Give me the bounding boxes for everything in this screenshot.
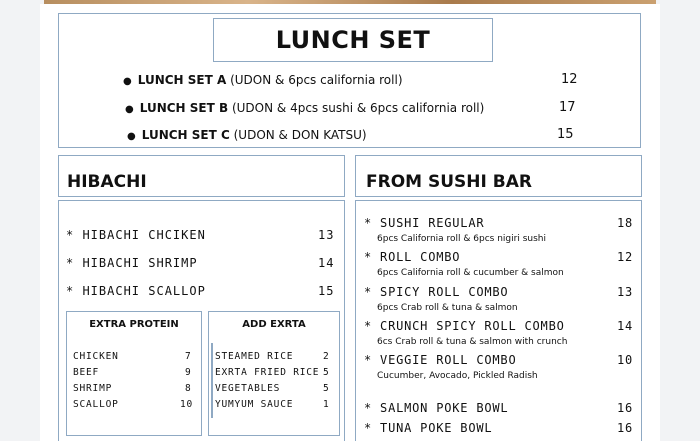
- extra-protein-price: 9: [185, 367, 192, 378]
- sushi-item-name: * SPICY ROLL COMBO: [364, 285, 509, 299]
- sushi-item-price: 18: [617, 216, 634, 230]
- extra-protein-item: CHICKEN: [73, 351, 119, 362]
- add-extra-divider: [211, 343, 213, 418]
- sushi-item-name: * CRUNCH SPICY ROLL COMBO: [364, 319, 565, 333]
- sushi-item-desc: Cucumber, Avocado, Pickled Radish: [377, 371, 538, 381]
- lunch-item-name: LUNCH SET C: [141, 128, 230, 142]
- sushi-item-price: 12: [617, 250, 634, 264]
- sushi-item-name: * TUNA POKE BOWL: [364, 421, 493, 435]
- hibachi-item-price: 13: [318, 228, 335, 242]
- extra-protein-item: SCALLOP: [73, 399, 119, 410]
- add-extra-price: 2: [323, 351, 330, 362]
- lunch-item-a: ● LUNCH SET A (UDON & 6pcs california roll): [123, 73, 403, 87]
- lunch-item-price: 15: [557, 127, 574, 142]
- sushi-item-price: 16: [617, 421, 634, 435]
- add-extra-item: YUMYUM SAUCE: [215, 399, 294, 410]
- sushi-item-name: * VEGGIE ROLL COMBO: [364, 353, 517, 367]
- hibachi-item-price: 15: [318, 284, 335, 298]
- add-extra-price: 5: [323, 367, 330, 378]
- hibachi-item-chicken: * HIBACHI CHCIKEN: [66, 228, 206, 242]
- sushi-item-name: * ROLL COMBO: [364, 250, 461, 264]
- extra-protein-price: 8: [185, 383, 192, 394]
- extra-protein-item: BEEF: [73, 367, 100, 378]
- sushi-item-desc: 6pcs California roll & 6pcs nigiri sushi: [377, 234, 546, 244]
- lunch-item-desc: (UDON & 6pcs california roll): [230, 73, 403, 87]
- add-extra-item: EXRTA FRIED RICE: [215, 367, 320, 378]
- extra-protein-item: SHRIMP: [73, 383, 113, 394]
- sushi-bar-title: FROM SUSHI BAR: [366, 172, 532, 192]
- sushi-item-price: 16: [617, 401, 634, 415]
- hibachi-item-scallop: * HIBACHI SCALLOP: [66, 284, 206, 298]
- add-extra-title: ADD EXRTA: [242, 319, 306, 330]
- lunch-item-c: ● LUNCH SET C (UDON & DON KATSU): [127, 128, 367, 142]
- hibachi-item-shrimp: * HIBACHI SHRIMP: [66, 256, 198, 270]
- lunch-item-b: ● LUNCH SET B (UDON & 4pcs sushi & 6pcs california roll): [125, 101, 485, 115]
- sushi-item-desc: 6pcs Crab roll & tuna & salmon: [377, 303, 518, 313]
- sushi-item-price: 13: [617, 285, 634, 299]
- sushi-item-price: 10: [617, 353, 634, 367]
- lunch-set-title: LUNCH SET: [213, 18, 493, 62]
- lunch-item-price: 12: [561, 72, 578, 87]
- lunch-item-desc: (UDON & 4pcs sushi & 6pcs california roll): [231, 101, 485, 115]
- lunch-item-name: LUNCH SET A: [137, 73, 227, 87]
- sushi-item-price: 14: [617, 319, 634, 333]
- lunch-item-price: 17: [559, 100, 576, 115]
- hibachi-title: HIBACHI: [67, 172, 147, 192]
- sushi-item-desc: 6cs Crab roll & tuna & salmon with crunch: [377, 337, 568, 347]
- add-extra-item: STEAMED RICE: [215, 351, 294, 362]
- lunch-item-name: LUNCH SET B: [139, 101, 229, 115]
- sushi-item-name: * SALMON POKE BOWL: [364, 401, 509, 415]
- lunch-item-desc: (UDON & DON KATSU): [233, 128, 367, 142]
- add-extra-price: 1: [323, 399, 330, 410]
- add-extra-item: VEGETABLES: [215, 383, 281, 394]
- extra-protein-title: EXTRA PROTEIN: [89, 319, 179, 330]
- extra-protein-price: 7: [185, 351, 192, 362]
- sushi-item-desc: 6pcs California roll & cucumber & salmon: [377, 268, 564, 278]
- add-extra-price: 5: [323, 383, 330, 394]
- extra-protein-price: 10: [180, 399, 194, 410]
- sushi-item-name: * SUSHI REGULAR: [364, 216, 485, 230]
- hibachi-item-price: 14: [318, 256, 335, 270]
